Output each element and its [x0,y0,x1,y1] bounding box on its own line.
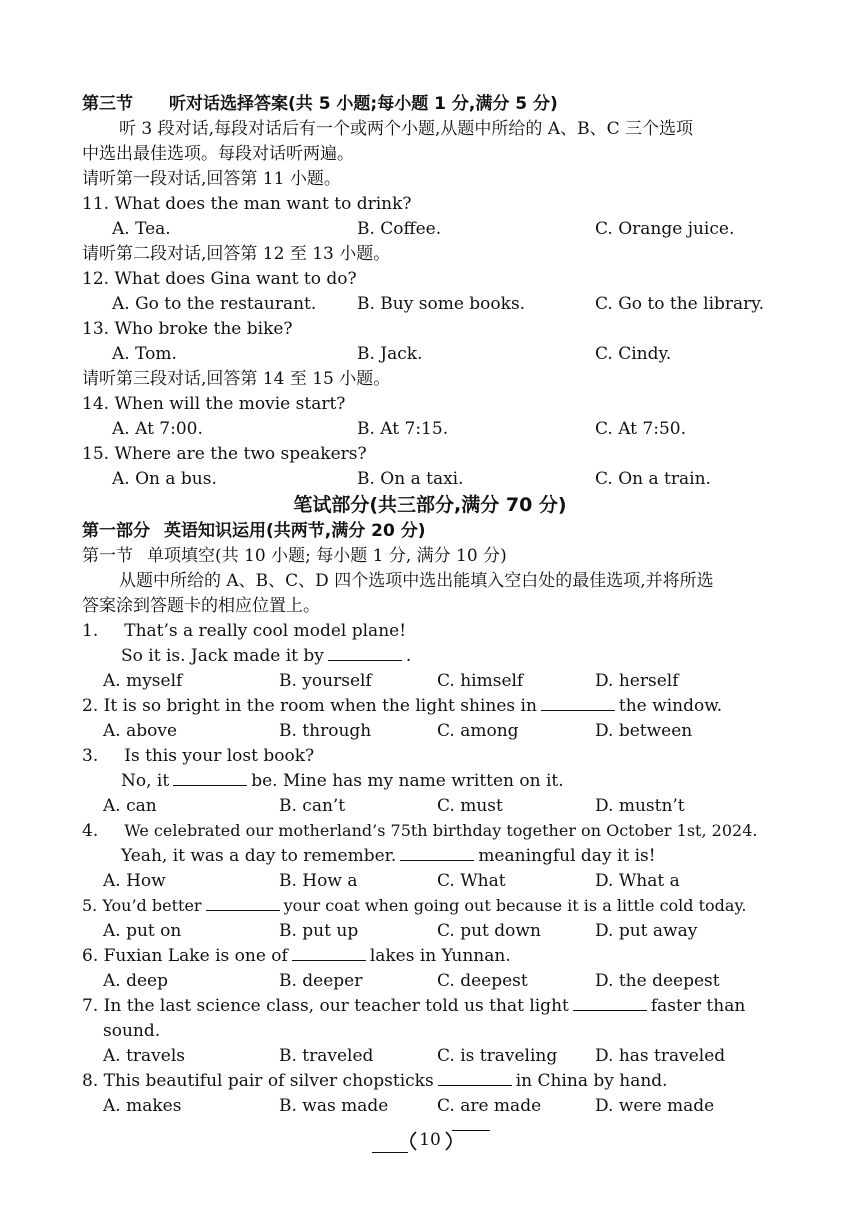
section3-title: 听对话选择答案(共 5 小题;每小题 1 分,满分 5 分) [169,94,558,114]
mcq-2-option-c: C. among [437,721,519,741]
mcq-1-text-2: So it is. Jack made it by [121,646,324,666]
mcq-3-text: Is this your lost book? [124,746,315,766]
answer-blank [541,696,615,711]
q14-option-a: A. At 7:00. [112,419,203,439]
mcq-3-option-a: A. can [103,796,157,816]
mcq-5-option-a: A. put on [103,921,182,941]
mcq-3-line-1 [82,745,314,767]
mcq-2-text-2: the window. [618,696,723,716]
mcq-1-option-c: C. himself [437,671,524,691]
q13-option-a: A. Tom. [112,344,177,364]
part1-title: 英语知识运用(共两节,满分 20 分) [164,521,426,541]
section3-number: 第三节 [82,94,133,114]
section3-instruction-2: 中选出最佳选项。每段对话听两遍。 [82,144,354,164]
mcq-7-line-1 [82,995,745,1017]
dialog-3-note: 请听第三段对话,回答第 14 至 15 小题。 [82,369,391,389]
mcq-2-option-b: B. through [279,721,372,741]
mcq-1-option-a: A. myself [103,671,183,691]
q15-option-b: B. On a taxi. [357,469,464,489]
mcq-6-text: 6. Fuxian Lake is one of [82,946,288,966]
mcq-7-option-d: D. has traveled [595,1046,726,1066]
part1-heading [82,520,426,542]
q12-option-a: A. Go to the restaurant. [112,294,317,314]
listening-question-11: 11. What does the man want to drink? [82,194,412,214]
mcq-2-option-d: D. between [595,721,693,741]
mcq-6-option-d: D. the deepest [595,971,720,991]
mcq-1-line-1 [82,620,406,642]
mcq-6-option-c: C. deepest [437,971,528,991]
listening-question-15: 15. Where are the two speakers? [82,444,367,464]
written-instruction-2: 答案涂到答题卡的相应位置上。 [82,596,320,616]
mcq-5-option-c: C. put down [437,921,541,941]
dialog-1-note: 请听第一段对话,回答第 11 小题。 [82,169,341,189]
q11-option-a: A. Tea. [112,219,171,239]
mcq-8-text: 8. This beautiful pair of silver chopsticks [82,1071,434,1091]
mcq-3-option-b: B. can’t [279,796,346,816]
mcq-3-line-2 [121,770,564,792]
mcq-4-text-2: Yeah, it was a day to remember. [121,846,397,866]
section3-instruction-1: 听 3 段对话,每段对话后有一个或两个小题,从题中所给的 A、B、C 三个选项 [119,119,694,139]
mcq-4-line-1 [82,820,757,842]
q13-option-b: B. Jack. [357,344,423,364]
mcq-1-option-d: D. herself [595,671,679,691]
mcq-4-option-a: A. How [103,871,166,891]
written-instruction-1: 从题中所给的 A、B、C、D 四个选项中选出能填入空白处的最佳选项,并将所选 [119,571,714,591]
mcq-5-text: 5. You’d better [82,896,202,915]
mcq-8-text-2: in China by hand. [515,1071,668,1091]
mcq-1-line-2 [121,645,411,667]
q15-option-a: A. On a bus. [112,469,217,489]
mcq-4-text-3: meaningful day it is! [478,846,656,866]
q11-option-b: B. Coffee. [357,219,442,239]
mcq-8-option-b: B. was made [279,1096,389,1116]
mcq-1-option-b: B. yourself [279,671,372,691]
q14-option-b: B. At 7:15. [357,419,449,439]
sec1-number: 第一节 [82,546,133,566]
mcq-8-option-a: A. makes [103,1096,182,1116]
mcq-3-option-d: D. mustn’t [595,796,685,816]
mcq-4-option-b: B. How a [279,871,358,891]
mcq-8-option-d: D. were made [595,1096,715,1116]
q14-option-c: C. At 7:50. [595,419,687,439]
mcq-3-text-2: No, it [121,771,170,791]
page-number-footer [368,1126,494,1156]
mcq-7-option-b: B. traveled [279,1046,374,1066]
mcq-8-option-c: C. are made [437,1096,542,1116]
q12-option-c: C. Go to the library. [595,294,765,314]
listening-question-13: 13. Who broke the bike? [82,319,293,339]
mcq-7-option-a: A. travels [103,1046,186,1066]
mcq-2-text: 2. It is so bright in the room when the light shines in [82,696,537,716]
listening-question-14: 14. When will the movie start? [82,394,346,414]
mcq-5-text-2: your coat when going out because it is a little cold today. [283,896,747,915]
written-part-title: 笔试部分(共三部分,满分 70 分) [293,494,567,516]
answer-blank [438,1071,512,1086]
q13-option-c: C. Cindy. [595,344,672,364]
q11-option-c: C. Orange juice. [595,219,735,239]
q12-option-b: B. Buy some books. [357,294,526,314]
sec1-title: 单项填空(共 10 小题; 每小题 1 分, 满分 10 分) [147,546,507,566]
mcq-7-text: 7. In the last science class, our teacher told us that light [82,996,569,1016]
mcq-6-option-b: B. deeper [279,971,363,991]
answer-blank [173,771,247,786]
part1-number: 第一部分 [82,521,150,541]
page-number: 10 [419,1130,441,1150]
mcq-8-line-1 [82,1070,668,1092]
mcq-3-option-c: C. must [437,796,503,816]
mcq-6-option-a: A. deep [103,971,168,991]
mcq-7-line-2: sound. [103,1021,161,1041]
mcq-5-option-b: B. put up [279,921,359,941]
mcq-3-text-3: be. Mine has my name written on it. [251,771,564,791]
mcq-2-line-1 [82,695,722,717]
footer-rule-right [452,1130,490,1131]
section3-heading [82,93,558,115]
q15-option-c: C. On a train. [595,469,711,489]
listening-question-12: 12. What does Gina want to do? [82,269,357,289]
mcq-4-option-d: D. What a [595,871,680,891]
mcq-4-text: We celebrated our motherland’s 75th birthday together on October 1st, 2024. [124,821,758,840]
mcq-6-line-1 [82,945,511,967]
mcq-4-number: 4. [82,821,99,841]
answer-blank [400,846,474,861]
mcq-5-line-1 [82,895,746,917]
mcq-7-option-c: C. is traveling [437,1046,558,1066]
mcq-2-option-a: A. above [103,721,178,741]
answer-blank [328,646,402,661]
mcq-5-option-d: D. put away [595,921,698,941]
mcq-3-number: 3. [82,746,99,766]
mcq-6-text-2: lakes in Yunnan. [369,946,511,966]
answer-blank [206,896,280,911]
mcq-4-line-2 [121,845,656,867]
dialog-2-note: 请听第二段对话,回答第 12 至 13 小题。 [82,244,391,264]
mcq-1-text: That’s a really cool model plane! [124,621,407,641]
sec1-heading [82,545,507,567]
mcq-1-number: 1. [82,621,99,641]
answer-blank [573,996,647,1011]
mcq-4-option-c: C. What [437,871,506,891]
mcq-1-text-3: . [405,646,412,666]
mcq-7-text-2: faster than [650,996,746,1016]
answer-blank [292,946,366,961]
